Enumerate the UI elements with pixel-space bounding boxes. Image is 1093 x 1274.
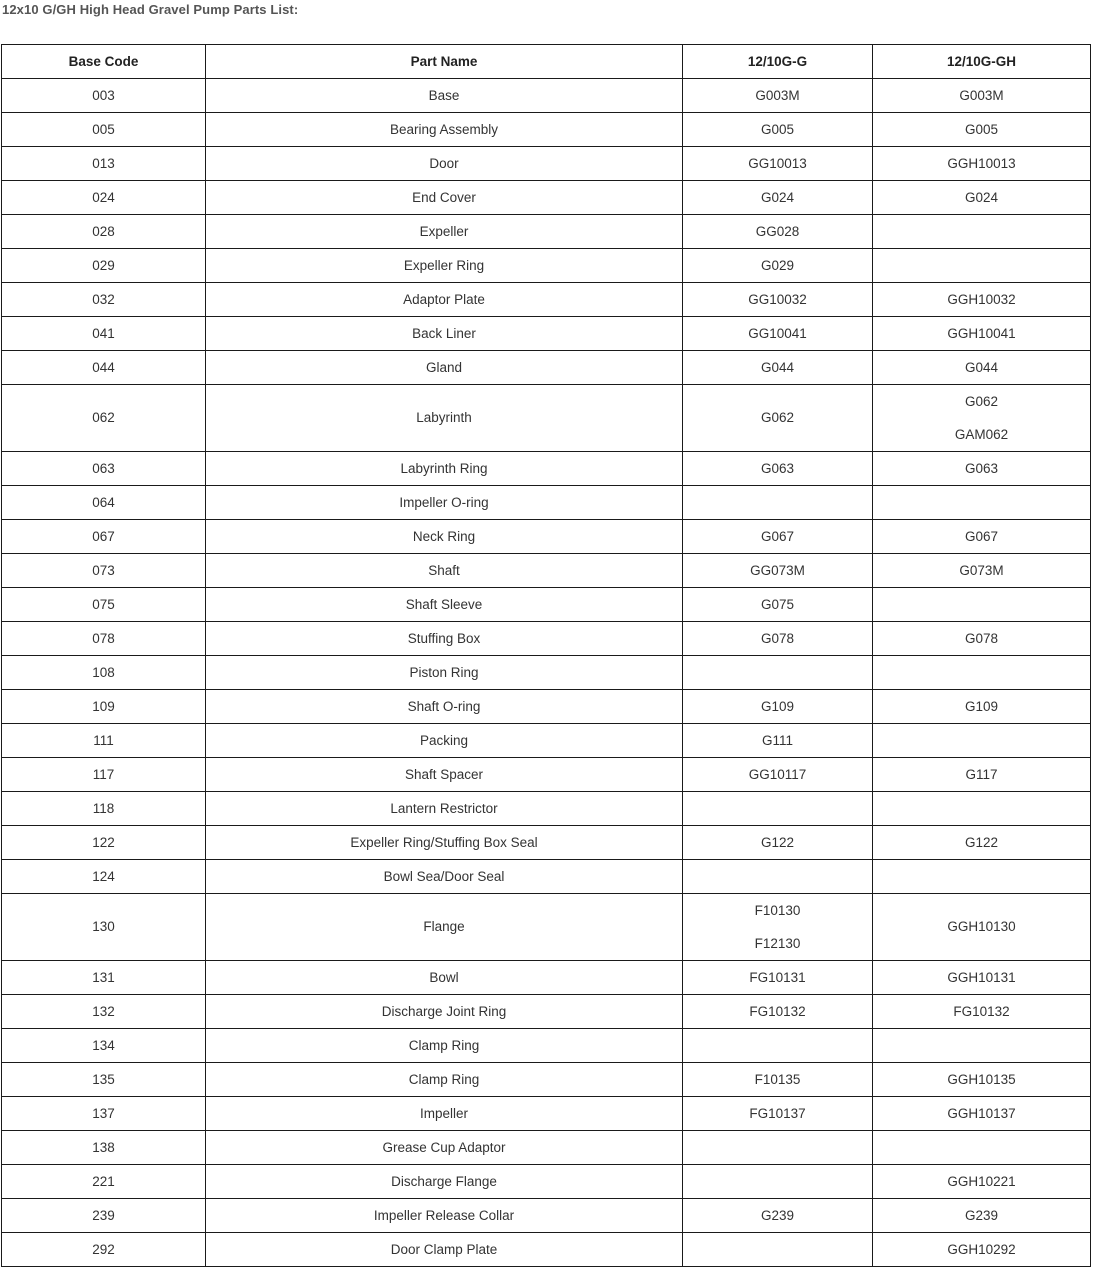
column-header-12-10g-gh: 12/10G-GH [873,45,1091,79]
base-code-cell: 137 [2,1097,206,1131]
table-row [2,1029,1091,1063]
part-number-12-10g-gh-cell [873,1097,1091,1131]
part-number: G078 [964,630,999,646]
part-number-12-10g-g-cell [683,690,873,724]
part-number-12-10g-g-cell [683,622,873,656]
part-number: G239 [964,1207,999,1223]
base-code-cell: 041 [2,317,206,351]
part-name-cell: Lantern Restrictor [206,792,683,826]
part-number-12-10g-g-cell [683,554,873,588]
base-code-cell: 122 [2,826,206,860]
part-number: G024 [760,189,795,205]
part-number-12-10g-gh-cell [873,1029,1091,1063]
part-number: G075 [760,596,795,612]
part-number: G063 [760,460,795,476]
table-header-row [2,45,1091,79]
part-number-12-10g-gh-cell [873,351,1091,385]
part-name-cell: Back Liner [206,317,683,351]
part-number-12-10g-g-cell [683,588,873,622]
part-name-cell: Door Clamp Plate [206,1233,683,1267]
base-code-cell: 134 [2,1029,206,1063]
part-number-12-10g-gh-cell [873,520,1091,554]
table-row [2,554,1091,588]
part-number: FG10131 [749,969,806,985]
part-number-12-10g-g-cell [683,351,873,385]
part-number: GGH10135 [947,1071,1016,1087]
part-name-cell: Shaft [206,554,683,588]
part-number-12-10g-g-cell [683,1029,873,1063]
base-code-cell: 292 [2,1233,206,1267]
table-row [2,860,1091,894]
part-number-12-10g-g-cell [683,995,873,1029]
base-code-cell: 117 [2,758,206,792]
base-code-cell: 239 [2,1199,206,1233]
table-row [2,452,1091,486]
part-number: G073M [959,562,1004,578]
part-number-12-10g-g-cell [683,1063,873,1097]
part-number: G122 [760,834,795,850]
base-code-cell: 029 [2,249,206,283]
part-number-12-10g-g-cell [683,758,873,792]
part-name-cell: Clamp Ring [206,1029,683,1063]
part-number: GGH10292 [947,1241,1016,1257]
part-number-12-10g-gh-cell [873,1063,1091,1097]
part-number: G063 [964,460,999,476]
table-row [2,1199,1091,1233]
part-number-12-10g-gh-cell [873,1131,1091,1165]
part-number: G117 [965,766,998,782]
part-number-12-10g-gh-cell [873,317,1091,351]
part-name-cell: Grease Cup Adaptor [206,1131,683,1165]
base-code-cell: 131 [2,961,206,995]
base-code-cell: 124 [2,860,206,894]
part-number: G005 [760,121,795,137]
part-number: G062 [760,410,795,425]
part-name-cell: Door [206,147,683,181]
part-number: GG10041 [748,325,807,341]
base-code-cell: 132 [2,995,206,1029]
table-row [2,826,1091,860]
part-number: G024 [964,189,999,205]
part-name-cell: Flange [206,894,683,961]
part-number-12-10g-g-cell [683,486,873,520]
table-row [2,283,1091,317]
part-number: G003M [755,87,800,103]
part-number: G239 [760,1207,795,1223]
part-number-12-10g-gh-cell [873,181,1091,215]
part-number-12-10g-gh-cell [873,690,1091,724]
part-number: F10130 [754,903,801,918]
part-number-12-10g-gh-cell [873,588,1091,622]
part-number: GGH10221 [947,1173,1016,1189]
part-name-cell: Bowl Sea/Door Seal [206,860,683,894]
part-name-cell: Labyrinth [206,385,683,452]
part-name-cell: Bowl [206,961,683,995]
part-name-cell: Shaft O-ring [206,690,683,724]
part-number: FG10132 [749,1003,806,1019]
part-number: GGH10130 [947,919,1016,934]
part-number-12-10g-g-cell [683,520,873,554]
base-code-cell: 005 [2,113,206,147]
part-number-12-10g-gh-cell [873,792,1091,826]
part-number-12-10g-g-cell [683,181,873,215]
part-number: G003M [959,87,1004,103]
part-number: F12130 [754,936,801,951]
part-name-cell: Expeller Ring [206,249,683,283]
table-row [2,894,1091,961]
part-number: GG10032 [748,291,807,307]
part-number-12-10g-gh-cell [873,283,1091,317]
table-row [2,724,1091,758]
column-header-base-code: Base Code [2,45,206,79]
part-number-12-10g-gh-cell [873,622,1091,656]
base-code-cell: 003 [2,79,206,113]
part-number: F10135 [754,1071,801,1087]
part-number-12-10g-g-cell [683,385,873,452]
part-number: GGH10137 [947,1105,1016,1121]
part-number-12-10g-g-cell [683,113,873,147]
part-number-12-10g-g-cell [683,1199,873,1233]
part-name-cell: Impeller [206,1097,683,1131]
table-row [2,79,1091,113]
parts-table [1,44,1091,1267]
part-number-12-10g-g-cell [683,961,873,995]
part-name-cell: Shaft Sleeve [206,588,683,622]
base-code-cell: 067 [2,520,206,554]
table-row [2,385,1091,452]
part-number-12-10g-g-cell [683,1165,873,1199]
part-number-12-10g-g-cell [683,79,873,113]
part-number: GAM062 [954,427,1009,442]
part-number: G109 [760,698,795,714]
part-number-12-10g-g-cell [683,792,873,826]
base-code-cell: 109 [2,690,206,724]
part-number-12-10g-gh-cell [873,826,1091,860]
part-number-12-10g-gh-cell [873,961,1091,995]
part-number: G062 [964,394,999,409]
table-row [2,181,1091,215]
base-code-cell: 118 [2,792,206,826]
part-number: GG073M [750,562,805,578]
part-number-12-10g-gh-cell [873,656,1091,690]
part-number-12-10g-gh-cell [873,758,1091,792]
part-number-12-10g-g-cell [683,452,873,486]
part-number-12-10g-gh-cell [873,486,1091,520]
part-name-cell: Base [206,79,683,113]
table-row [2,147,1091,181]
part-number-12-10g-gh-cell [873,724,1091,758]
parts-table-body [2,79,1091,1267]
part-number-12-10g-gh-cell [873,860,1091,894]
part-number: G005 [964,121,999,137]
part-number-12-10g-gh-cell [873,147,1091,181]
part-number: G078 [760,630,795,646]
part-number-12-10g-g-cell [683,656,873,690]
table-row [2,317,1091,351]
part-number-12-10g-g-cell [683,249,873,283]
part-number: GGH10032 [947,291,1016,307]
part-number-12-10g-gh-cell [873,894,1091,961]
part-number-12-10g-gh-cell [873,79,1091,113]
column-header-12-10g-g: 12/10G-G [683,45,873,79]
part-number: G122 [964,834,999,850]
base-code-cell: 135 [2,1063,206,1097]
table-row [2,520,1091,554]
part-name-cell: Labyrinth Ring [206,452,683,486]
table-row [2,351,1091,385]
part-number: GGH10013 [947,155,1016,171]
part-number-12-10g-g-cell [683,826,873,860]
base-code-cell: 028 [2,215,206,249]
part-number-12-10g-g-cell [683,147,873,181]
part-number: G044 [760,359,795,375]
part-number: GGH10131 [947,969,1016,985]
column-header-part-name: Part Name [206,45,683,79]
base-code-cell: 013 [2,147,206,181]
base-code-cell: 075 [2,588,206,622]
part-number: G067 [964,528,999,544]
part-number-12-10g-g-cell [683,283,873,317]
base-code-cell: 024 [2,181,206,215]
part-number-12-10g-g-cell [683,724,873,758]
part-number-12-10g-gh-cell [873,1165,1091,1199]
table-row [2,792,1091,826]
base-code-cell: 044 [2,351,206,385]
part-number-12-10g-gh-cell [873,113,1091,147]
part-name-cell: Neck Ring [206,520,683,554]
table-row [2,622,1091,656]
part-name-cell: Impeller O-ring [206,486,683,520]
part-name-cell: Adaptor Plate [206,283,683,317]
part-number-12-10g-gh-cell [873,385,1091,452]
table-row [2,1063,1091,1097]
table-row [2,1097,1091,1131]
part-number: G044 [964,359,999,375]
part-name-cell: Bearing Assembly [206,113,683,147]
part-number-12-10g-gh-cell [873,215,1091,249]
part-number-12-10g-gh-cell [873,452,1091,486]
part-number-12-10g-gh-cell [873,249,1091,283]
part-number-12-10g-g-cell [683,894,873,961]
part-number: GG10117 [748,766,807,782]
base-code-cell: 032 [2,283,206,317]
base-code-cell: 078 [2,622,206,656]
part-name-cell: Discharge Flange [206,1165,683,1199]
part-number-12-10g-g-cell [683,1233,873,1267]
part-number: G067 [760,528,795,544]
base-code-cell: 063 [2,452,206,486]
part-number-12-10g-g-cell [683,317,873,351]
table-row [2,961,1091,995]
part-number-12-10g-g-cell [683,860,873,894]
table-row [2,215,1091,249]
table-row [2,113,1091,147]
part-number: FG10137 [749,1105,806,1121]
part-number: GG10013 [748,155,807,171]
part-name-cell: Stuffing Box [206,622,683,656]
table-row [2,588,1091,622]
table-row [2,1233,1091,1267]
table-row [2,656,1091,690]
part-name-cell: Expeller [206,215,683,249]
table-row [2,1131,1091,1165]
part-name-cell: Gland [206,351,683,385]
part-number-12-10g-gh-cell [873,1233,1091,1267]
part-number: G109 [964,698,999,714]
part-number: G111 [761,732,794,748]
page-title: 12x10 G/GH High Head Gravel Pump Parts List: [2,2,299,17]
base-code-cell: 221 [2,1165,206,1199]
part-number-12-10g-gh-cell [873,995,1091,1029]
part-name-cell: End Cover [206,181,683,215]
part-number: FG10132 [953,1003,1010,1019]
base-code-cell: 108 [2,656,206,690]
table-row [2,486,1091,520]
base-code-cell: 064 [2,486,206,520]
base-code-cell: 062 [2,385,206,452]
base-code-cell: 138 [2,1131,206,1165]
part-number: GG028 [755,223,800,239]
base-code-cell: 130 [2,894,206,961]
part-number: G029 [760,257,795,273]
part-name-cell: Expeller Ring/Stuffing Box Seal [206,826,683,860]
part-name-cell: Packing [206,724,683,758]
part-number: GGH10041 [947,325,1016,341]
part-name-cell: Shaft Spacer [206,758,683,792]
table-row [2,249,1091,283]
part-number-12-10g-g-cell [683,215,873,249]
part-number-12-10g-gh-cell [873,554,1091,588]
part-number-12-10g-g-cell [683,1097,873,1131]
base-code-cell: 111 [2,724,206,758]
part-number-12-10g-gh-cell [873,1199,1091,1233]
table-row [2,758,1091,792]
part-name-cell: Impeller Release Collar [206,1199,683,1233]
part-name-cell: Piston Ring [206,656,683,690]
part-number-12-10g-g-cell [683,1131,873,1165]
part-name-cell: Discharge Joint Ring [206,995,683,1029]
part-name-cell: Clamp Ring [206,1063,683,1097]
base-code-cell: 073 [2,554,206,588]
table-row [2,690,1091,724]
table-row [2,995,1091,1029]
table-row [2,1165,1091,1199]
